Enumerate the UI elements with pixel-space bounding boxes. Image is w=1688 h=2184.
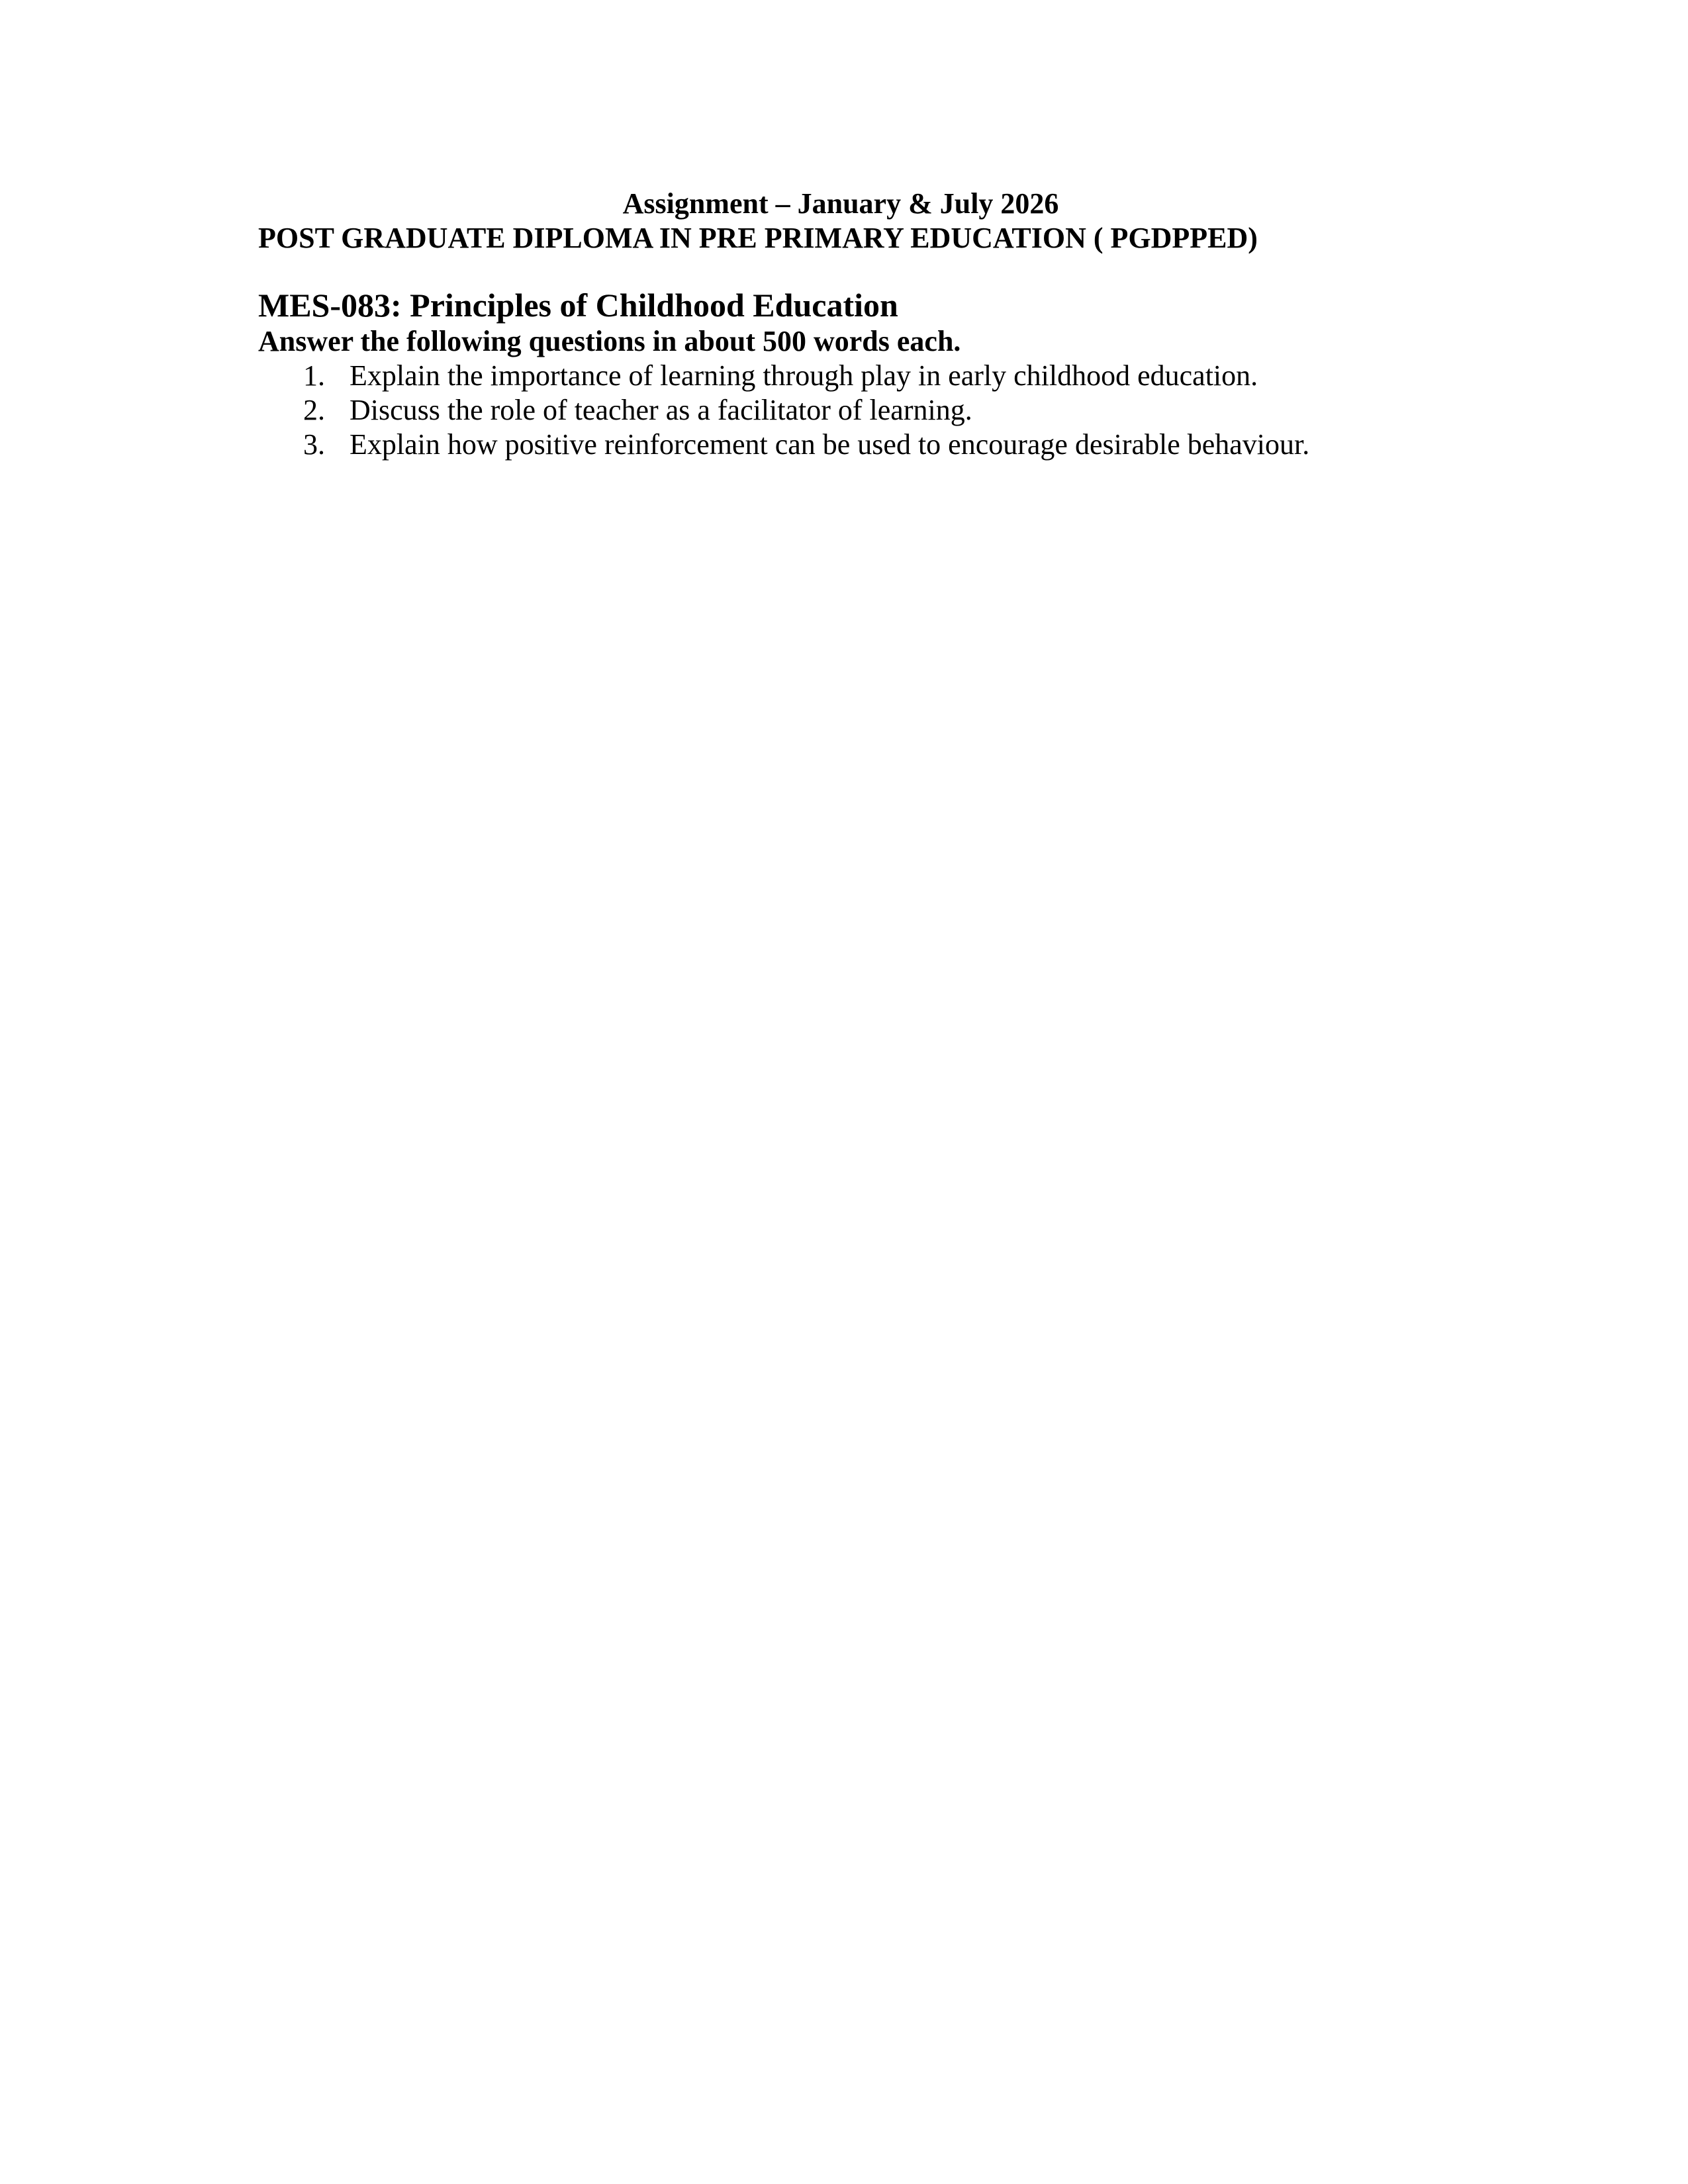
- question-text: Explain the importance of learning through play in early childhood education.: [350, 359, 1258, 392]
- program-title: POST GRADUATE DIPLOMA IN PRE PRIMARY EDUCATION ( PGDPPED): [258, 222, 1258, 254]
- question-item-3: [258, 428, 1450, 462]
- question-number: 3.: [303, 428, 325, 461]
- question-list: [258, 359, 1450, 462]
- question-text: Explain how positive reinforcement can be used to encourage desirable behaviour.: [350, 428, 1310, 461]
- course-title: MES-083: Principles of Childhood Education: [258, 287, 898, 324]
- question-text: Discuss the role of teacher as a facilitator of learning.: [350, 394, 972, 426]
- question-number: 1.: [303, 359, 325, 392]
- question-item-2: [258, 393, 1450, 428]
- assignment-content: [258, 187, 1450, 462]
- question-number: 2.: [303, 394, 325, 426]
- assignment-title: Assignment – January & July 2026: [622, 187, 1059, 220]
- question-item-1: [258, 359, 1450, 393]
- instruction-text: Answer the following questions in about 500 words each.: [258, 325, 961, 357]
